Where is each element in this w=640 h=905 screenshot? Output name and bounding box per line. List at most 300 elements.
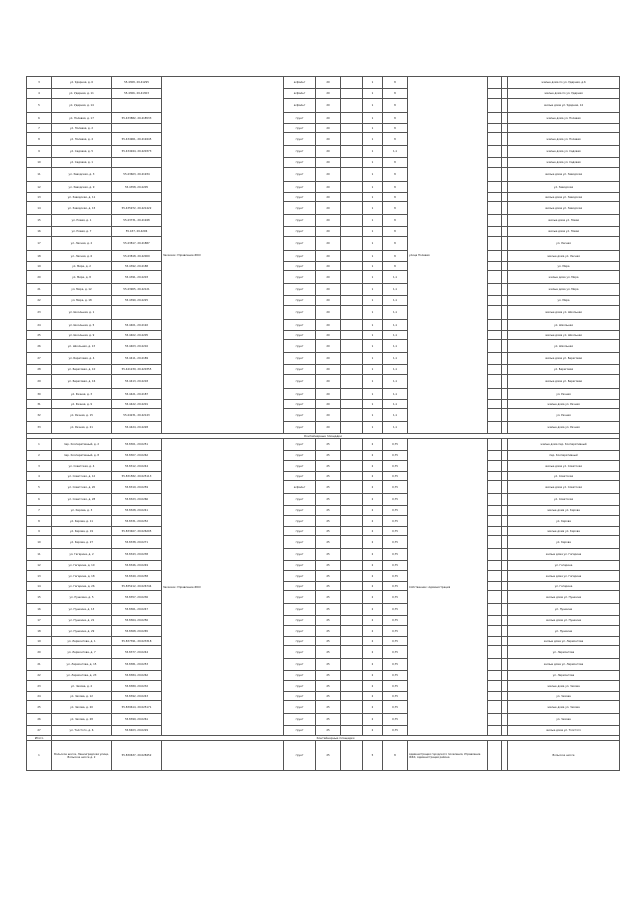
row-empty	[488, 320, 502, 331]
row-surface: грунт	[284, 659, 316, 671]
row-volume: 0,75	[383, 604, 408, 616]
row-served: жилые дома ул. Советская	[508, 461, 620, 472]
table-row	[27, 494, 620, 506]
row-empty	[488, 99, 502, 113]
row-count: 1	[363, 422, 383, 434]
row-volume: 0,75	[383, 591, 408, 604]
row-area: 25	[316, 701, 341, 714]
row-volume: 0,75	[383, 481, 408, 494]
row-address: ул. Мира, д. 2	[52, 262, 112, 271]
row-empty	[488, 536, 502, 549]
row-volume: 8	[383, 168, 408, 182]
row-volume: 0,75	[383, 439, 408, 451]
row-volume: 1,1	[383, 331, 408, 340]
row-empty	[341, 271, 363, 284]
row-empty	[341, 506, 363, 516]
row-volume: 0,75	[383, 582, 408, 591]
row-surface: грунт	[284, 331, 316, 340]
row-count: 2	[363, 571, 383, 582]
row-volume: 0,75	[383, 659, 408, 671]
row-empty	[341, 389, 363, 400]
row-coordinates: 55.4306, 29.41303	[112, 89, 162, 99]
row-served: ул. Речная	[508, 409, 620, 422]
row-served: жилые дома ул. Мира	[508, 271, 620, 284]
table-row	[27, 215, 620, 227]
row-volume: 1,1	[383, 271, 408, 284]
table-row	[27, 646, 620, 659]
row-surface: грунт	[284, 439, 316, 451]
row-empty	[488, 741, 502, 771]
row-empty	[341, 133, 363, 146]
row-area: 20	[316, 124, 341, 133]
row-volume: 1,1	[383, 296, 408, 306]
row-served: ул. Кирова	[508, 516, 620, 527]
table-row	[27, 506, 620, 516]
table-row	[27, 113, 620, 124]
row-surface: грунт	[284, 400, 316, 409]
row-number: 11	[27, 549, 52, 561]
row-empty	[341, 591, 363, 604]
row-served: жилые дома ул. Садовая	[508, 158, 620, 168]
table-row	[27, 99, 620, 113]
row-count: 1	[363, 375, 383, 389]
row-empty	[488, 353, 502, 365]
row-number: 16	[27, 604, 52, 616]
row-count: 1	[363, 271, 383, 284]
table-row	[27, 389, 620, 400]
row-empty	[341, 113, 363, 124]
row-served: жилые дома ул. Школьная	[508, 331, 620, 340]
row-empty	[488, 89, 502, 99]
row-address: ул. Советская, д. 20	[52, 481, 112, 494]
row-served: жилые дома ул. Лесная	[508, 251, 620, 262]
row-number: 6	[27, 113, 52, 124]
row-area: 20	[316, 422, 341, 434]
row-address: ул. Полевая, д. 4	[52, 133, 112, 146]
row-coordinates: 55.8349, 29.0258	[112, 571, 162, 582]
row-served: ул. Гагарина	[508, 582, 620, 591]
row-number: 8	[27, 133, 52, 146]
row-count: 1	[363, 251, 383, 262]
row-count: 1	[363, 113, 383, 124]
row-served: жилые дома ул. Садовая	[508, 146, 620, 158]
row-empty	[341, 215, 363, 227]
row-empty	[341, 365, 363, 375]
row-count: 2	[363, 714, 383, 726]
row-coordinates: 55.8399, 29.0261	[112, 714, 162, 726]
row-volume: 0,75	[383, 637, 408, 646]
row-area: 20	[316, 202, 341, 215]
row-coordinates: 55.8368, 29.0265	[112, 626, 162, 637]
row-surface: грунт	[284, 353, 316, 365]
row-empty	[341, 237, 363, 251]
row-address: ул. Гагарина, д. 26	[52, 582, 112, 591]
row-volume: 8	[383, 158, 408, 168]
table-row	[27, 182, 620, 193]
row-count: 1	[363, 262, 383, 271]
row-count: 2	[363, 604, 383, 616]
row-count: 2	[363, 692, 383, 701]
row-served: жилые дома ул. Речная	[508, 422, 620, 434]
table-row	[27, 571, 620, 582]
row-surface: асфальт	[284, 89, 316, 99]
row-surface: грунт	[284, 582, 316, 591]
row-served: жилые дома по ул. Ударная	[508, 89, 620, 99]
row-served: жилые дома ул. Новая	[508, 215, 620, 227]
row-count: 1	[363, 400, 383, 409]
table-row	[27, 320, 620, 331]
row-surface: грунт	[284, 271, 316, 284]
section-title: Контейнерные площадки	[27, 434, 620, 439]
row-surface: грунт	[284, 494, 316, 506]
row-served: жилые дома ул. Ударная, 14	[508, 99, 620, 113]
row-empty	[341, 284, 363, 296]
row-address: ул. Пушкина, д. 13	[52, 604, 112, 616]
row-address: ул. Береговая, д. 10	[52, 365, 112, 375]
row-address: ул. Мира, д. 12	[52, 284, 112, 296]
row-number: 2	[27, 451, 52, 461]
row-address: ул. Советская, д. 12	[52, 472, 112, 481]
row-surface: грунт	[284, 549, 316, 561]
row-address: ул. Чехова, д. 12	[52, 692, 112, 701]
row-empty	[341, 561, 363, 571]
row-count: 2	[363, 516, 383, 527]
row-volume: 1,1	[383, 306, 408, 320]
row-served: ул. Школьная	[508, 340, 620, 353]
row-served: жилые дома ул. Новая	[508, 227, 620, 237]
row-volume: 1,1	[383, 146, 408, 158]
row-surface: грунт	[284, 202, 316, 215]
row-area: 25	[316, 582, 341, 591]
row-number: 33	[27, 422, 52, 434]
row-count: 1	[363, 158, 383, 168]
row-count: 1	[363, 227, 383, 237]
row-volume: 0,75	[383, 472, 408, 481]
row-area: 25	[316, 527, 341, 536]
table-row	[27, 124, 620, 133]
row-volume: 1,1	[383, 389, 408, 400]
row-count: 1	[363, 193, 383, 202]
row-number: 27	[27, 726, 52, 736]
row-number: 10	[27, 536, 52, 549]
row-surface: грунт	[284, 741, 316, 771]
row-volume: 0,75	[383, 701, 408, 714]
row-number: 3	[27, 461, 52, 472]
row-empty	[488, 616, 502, 626]
row-area: 20	[316, 375, 341, 389]
owner-cell: Собственник: Администрация	[408, 439, 488, 736]
row-surface: грунт	[284, 146, 316, 158]
row-coordinates: 55.43905, 29.42121	[112, 284, 162, 296]
row-number: 25	[27, 701, 52, 714]
row-empty	[488, 422, 502, 434]
row-number: 6	[27, 494, 52, 506]
row-address: ул. Лермонтова, д. 23	[52, 671, 112, 681]
row-empty	[341, 124, 363, 133]
row-empty	[488, 527, 502, 536]
row-empty	[488, 306, 502, 320]
row-coordinates: 55.839614, 29.025171	[112, 701, 162, 714]
row-address: ул. Речная, д. 9	[52, 400, 112, 409]
row-surface: грунт	[284, 124, 316, 133]
row-empty	[341, 726, 363, 736]
row-address: ул. Заводская, д. 3	[52, 168, 112, 182]
row-served: жилые дома ул. Гагарина	[508, 549, 620, 561]
row-coordinates: 55.4422, 29.4201	[112, 400, 162, 409]
row-coordinates	[112, 124, 162, 133]
table-row	[27, 306, 620, 320]
row-count: 2	[363, 439, 383, 451]
row-volume: 0,75	[383, 571, 408, 582]
table-row	[27, 158, 620, 168]
row-number: 21	[27, 659, 52, 671]
row-number: 10	[27, 158, 52, 168]
row-number: 24	[27, 692, 52, 701]
row-empty	[488, 133, 502, 146]
row-served: жилые дома ул. Заводская	[508, 168, 620, 182]
row-number: 7	[27, 124, 52, 133]
row-number: 19	[27, 262, 52, 271]
row-surface: грунт	[284, 375, 316, 389]
row-count: 1	[363, 146, 383, 158]
row-empty	[341, 202, 363, 215]
row-area: 20	[316, 237, 341, 251]
row-served: жилые дома ул. Толстого	[508, 726, 620, 736]
row-area: 20	[316, 133, 341, 146]
row-area: 20	[316, 306, 341, 320]
row-number: 5	[27, 99, 52, 113]
row-empty	[488, 237, 502, 251]
row-area: 20	[316, 320, 341, 331]
row-coordinates: 55.8338, 29.0271	[112, 536, 162, 549]
row-coordinates: 55.4411, 29.4189	[112, 353, 162, 365]
row-count: 1	[363, 133, 383, 146]
table-row	[27, 271, 620, 284]
row-address: ул. Лермонтова, д. 1	[52, 637, 112, 646]
row-empty	[341, 375, 363, 389]
total-label: Итого	[27, 736, 52, 741]
row-coordinates: 55.43731, 29.41948	[112, 215, 162, 227]
table-row	[27, 481, 620, 494]
row-number: 25	[27, 331, 52, 340]
row-volume: 0,75	[383, 671, 408, 681]
row-area: 20	[316, 251, 341, 262]
row-number: 13	[27, 571, 52, 582]
row-volume: 8	[383, 202, 408, 215]
table-row	[27, 516, 620, 527]
row-number: 4	[27, 472, 52, 481]
row-number: 23	[27, 306, 52, 320]
row-coordinates: 55.4391, 29.4203	[112, 271, 162, 284]
row-volume: 0,75	[383, 692, 408, 701]
row-area: 25	[316, 692, 341, 701]
row-volume: 0,75	[383, 561, 408, 571]
row-count: 1	[363, 331, 383, 340]
row-surface: грунт	[284, 461, 316, 472]
row-address: ул. Береговая, д. 16	[52, 375, 112, 389]
row-volume: 0,75	[383, 646, 408, 659]
table-row	[27, 365, 620, 375]
row-empty	[488, 571, 502, 582]
row-surface: грунт	[284, 251, 316, 262]
row-coordinates: 55.8389, 29.0232	[112, 681, 162, 692]
table-row	[27, 168, 620, 182]
row-empty	[341, 168, 363, 182]
row-coordinates: 55.43603, 29.41934	[112, 168, 162, 182]
row-surface: асфальт	[284, 481, 316, 494]
row-empty	[341, 681, 363, 692]
row-coordinates: 55.4403, 29.4216	[112, 340, 162, 353]
row-empty	[341, 646, 363, 659]
row-address: ул. Школьная, д. 5	[52, 320, 112, 331]
row-area: 20	[316, 215, 341, 227]
row-number: 17	[27, 237, 52, 251]
row-number: 3	[27, 77, 52, 89]
row-empty	[341, 671, 363, 681]
row-empty	[488, 251, 502, 262]
row-empty	[341, 451, 363, 461]
row-coordinates: 55.441239, 29.420355	[112, 365, 162, 375]
row-area: 25	[316, 472, 341, 481]
row-count: 2	[363, 591, 383, 604]
row-empty	[488, 262, 502, 271]
row-empty	[488, 113, 502, 124]
row-area: 25	[316, 494, 341, 506]
row-owner: Администрация городского поселения, Управление ЖКХ, Администрация района	[408, 741, 488, 771]
row-area: 20	[316, 353, 341, 365]
row-address: ул. Пушкина, д. 21	[52, 616, 112, 626]
row-served: ул. Пушкина	[508, 626, 620, 637]
row-count: 1	[363, 215, 383, 227]
row-coordinates: 55.4421, 29.4187	[112, 389, 162, 400]
row-address: ул. Кирова, д. 11	[52, 516, 112, 527]
row-empty	[341, 626, 363, 637]
table-row	[27, 422, 620, 434]
row-served: жилые дома ул. Советская	[508, 481, 620, 494]
row-empty	[341, 604, 363, 616]
row-number: 19	[27, 637, 52, 646]
row-address: ул. Ударная, д. 6	[52, 77, 112, 89]
row-number: 24	[27, 320, 52, 331]
row-empty	[341, 637, 363, 646]
row-count: 2	[363, 726, 383, 736]
row-area: 20	[316, 340, 341, 353]
row-address: ул. Заводская, д. 11	[52, 193, 112, 202]
row-empty	[341, 227, 363, 237]
row-coordinates: 55.835212, 29.026744	[112, 582, 162, 591]
row-empty	[488, 389, 502, 400]
section-1-rows	[27, 77, 620, 434]
row-surface: грунт	[284, 516, 316, 527]
row-coordinates: 55.435972, 29.421422	[112, 202, 162, 215]
row-address: ул. Береговая, д. 4	[52, 353, 112, 365]
row-number: 22	[27, 671, 52, 681]
row-surface: грунт	[284, 616, 316, 626]
row-served: жилые дома пер. Кооперативный	[508, 439, 620, 451]
row-volume: 8	[383, 215, 408, 227]
row-coordinates: 55.4402, 29.4205	[112, 331, 162, 340]
row-address: ул. Советская, д. 4	[52, 461, 112, 472]
row-empty	[488, 681, 502, 692]
row-number: 26	[27, 714, 52, 726]
row-volume: 0,75	[383, 726, 408, 736]
row-empty	[341, 306, 363, 320]
row-number: 13	[27, 193, 52, 202]
row-empty	[488, 193, 502, 202]
table-row	[27, 692, 620, 701]
row-volume: 0,75	[383, 506, 408, 516]
row-area: 25	[316, 714, 341, 726]
row-served: жилые дома ул. Лермонтова	[508, 637, 620, 646]
row-area: 20	[316, 193, 341, 202]
row-volume: 8	[383, 89, 408, 99]
row-empty	[488, 77, 502, 89]
row-address: ул. Речная, д. 3	[52, 389, 112, 400]
row-surface: грунт	[284, 409, 316, 422]
row-number: 12	[27, 182, 52, 193]
row-volume: 0,75	[383, 616, 408, 626]
row-area: 20	[316, 227, 341, 237]
row-address: ул. Пушкина, д. 29	[52, 626, 112, 637]
row-served: ул. Лермонтова	[508, 671, 620, 681]
row-address: ул. Кирова, д. 19	[52, 527, 112, 536]
row-served: ул. Чехова	[508, 692, 620, 701]
row-number: 21	[27, 284, 52, 296]
row-coordinates: 55.437, 29.4206	[112, 227, 162, 237]
row-area: 25	[316, 439, 341, 451]
row-served: жилые дома ул. Заводская	[508, 193, 620, 202]
row-number: 18	[27, 626, 52, 637]
row-empty	[341, 616, 363, 626]
row-empty	[488, 472, 502, 481]
row-volume: 8	[383, 193, 408, 202]
row-served: ул. Лесная	[508, 237, 620, 251]
row-number: 29	[27, 375, 52, 389]
row-empty	[488, 375, 502, 389]
row-area: 25	[316, 741, 341, 771]
row-count: 1	[363, 365, 383, 375]
table-row	[27, 604, 620, 616]
table-row	[27, 296, 620, 306]
row-empty	[488, 637, 502, 646]
row-area: 25	[316, 451, 341, 461]
row-surface: асфальт	[284, 77, 316, 89]
row-surface: грунт	[284, 561, 316, 571]
row-count: 2	[363, 582, 383, 591]
row-coordinates: 55.8323, 29.0266	[112, 494, 162, 506]
row-surface: грунт	[284, 296, 316, 306]
row-number: 31	[27, 400, 52, 409]
row-address: ул. Гагарина, д. 2	[52, 549, 112, 561]
row-number: 15	[27, 215, 52, 227]
row-surface: грунт	[284, 692, 316, 701]
row-area: 25	[316, 616, 341, 626]
row-area: 20	[316, 168, 341, 182]
row-number: 27	[27, 353, 52, 365]
table-row	[27, 701, 620, 714]
row-area: 20	[316, 99, 341, 113]
table-row	[27, 146, 620, 158]
row-coordinates: 55.8328, 29.0241	[112, 506, 162, 516]
table-row	[27, 227, 620, 237]
row-empty	[341, 409, 363, 422]
row-volume: 8	[383, 251, 408, 262]
row-surface: грунт	[284, 340, 316, 353]
row-served: ул. Береговая	[508, 365, 620, 375]
table-row	[27, 133, 620, 146]
row-surface: грунт	[284, 262, 316, 271]
row-coordinates: 55.837391, 29.023318	[112, 637, 162, 646]
